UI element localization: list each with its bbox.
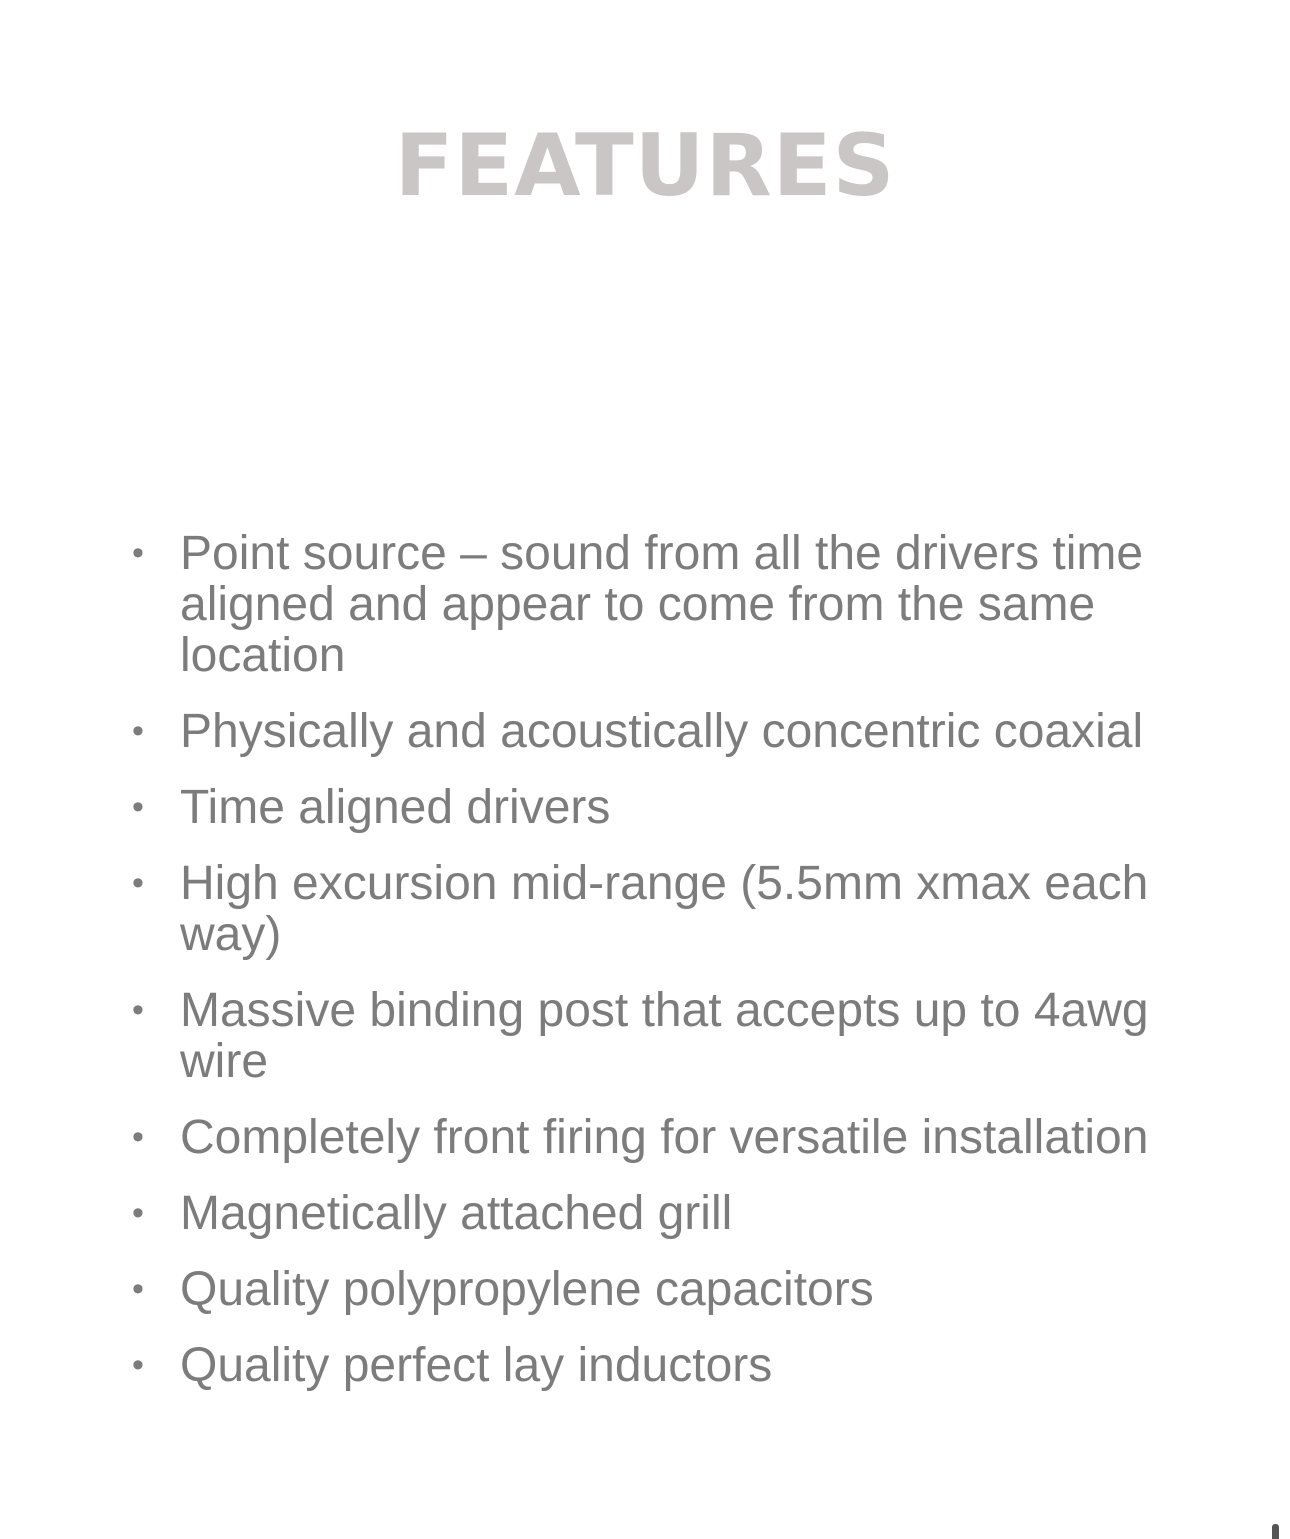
- list-item: [130, 858, 1240, 960]
- list-item: [130, 706, 1240, 757]
- list-item: [130, 782, 1240, 833]
- feature-text: Magnetically attached grill: [180, 1187, 733, 1240]
- list-item: [130, 1340, 1240, 1391]
- features-list: [130, 528, 1240, 1416]
- feature-text: Time aligned drivers: [180, 781, 611, 834]
- bullet-icon: •: [132, 1346, 144, 1384]
- list-item: [130, 1112, 1240, 1163]
- list-item: [130, 1188, 1240, 1239]
- bullet-icon: •: [132, 1194, 144, 1232]
- feature-text: High excursion mid-range (5.5mm xmax each way): [180, 857, 1149, 961]
- bullet-icon: •: [132, 712, 144, 750]
- feature-text: Quality polypropylene capacitors: [180, 1263, 874, 1316]
- feature-text: Completely front firing for versatile installation: [180, 1111, 1149, 1164]
- bullet-icon: •: [132, 1270, 144, 1308]
- bullet-icon: •: [132, 1118, 144, 1156]
- feature-text: Quality perfect lay inductors: [180, 1339, 773, 1392]
- feature-text: Massive binding post that accepts up to 4awg wire: [180, 984, 1149, 1088]
- bullet-icon: •: [132, 788, 144, 826]
- bullet-icon: •: [132, 991, 144, 1029]
- scroll-indicator[interactable]: [1272, 1524, 1279, 1539]
- bullet-icon: •: [132, 864, 144, 902]
- feature-text: Point source – sound from all the drivers time aligned and appear to come from the same location: [180, 527, 1144, 682]
- feature-text: Physically and acoustically concentric coaxial: [180, 705, 1144, 758]
- list-item: [130, 1264, 1240, 1315]
- list-item: [130, 985, 1240, 1087]
- list-item: [130, 528, 1240, 681]
- page-title: FEATURES: [394, 116, 896, 216]
- bullet-icon: •: [132, 534, 144, 572]
